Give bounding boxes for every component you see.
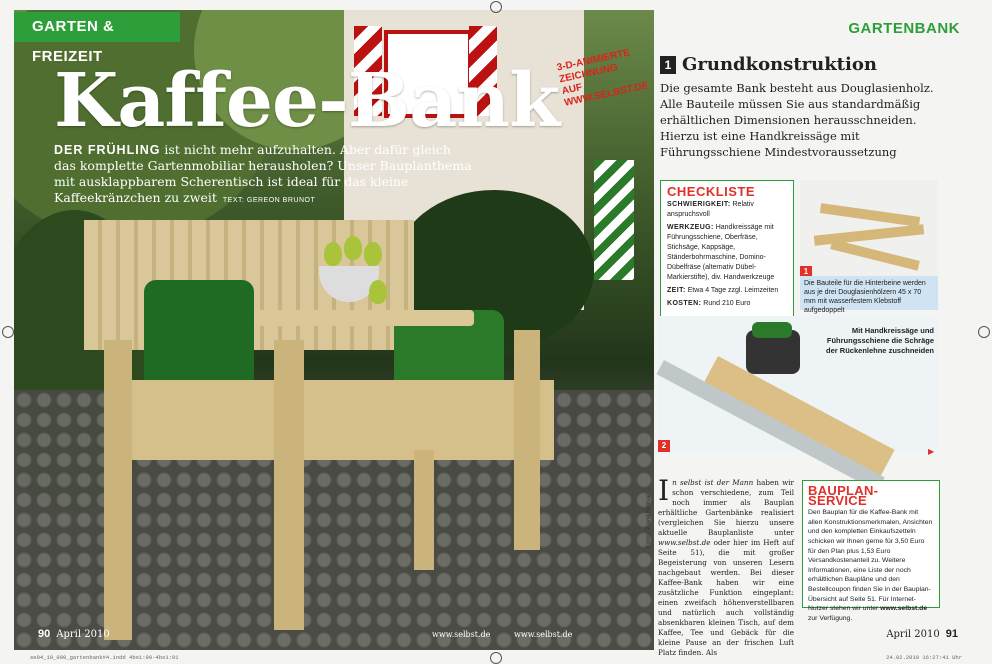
registration-mark-icon bbox=[490, 652, 502, 664]
arrow-icon: ▶ bbox=[928, 447, 935, 456]
step-number-badge: 1 bbox=[660, 56, 676, 74]
saw-handle bbox=[752, 322, 792, 338]
registration-mark-icon bbox=[490, 1, 502, 13]
article-title: Kaffee-Bank bbox=[54, 58, 560, 144]
body-text: In selbst ist der Mann haben wir schon verschiedene, zum Teil noch immer als Bauplan erhältliche Gartenbänke realisiert (vergleichen Sie hierzu unsere aktuelle Bauplanliste unter www.selbst.de oder hier im Heft auf Seite 51), die mit großer Begeisterung von unseren Lesern nachgebaut werden. Bei dieser Kaffee-Bank haben wir eine zusätzliche Funktion eingeplant: einen zweifach höhenverstellbaren und natürlich auch vollständig absenkbaren kleinen Tisch, auf dem Kaffee, Tee und Gebäck für die kleine Pause an der frischen Luft Platz finden. Als bbox=[658, 474, 794, 657]
section-tag-right: GARTENBANK bbox=[848, 20, 960, 37]
animation-promo: 3-D-ANIMIERTE ZEICHNUNG AUF WWW.SELBST.DE bbox=[555, 47, 650, 109]
registration-mark-icon bbox=[978, 326, 990, 338]
checklist-box bbox=[660, 180, 794, 320]
footer-left bbox=[38, 628, 110, 640]
author-credit: TEXT: GEREON BRUNOT bbox=[222, 197, 316, 204]
step-text: Die gesamte Bank besteht aus Douglasienholz. Alle Bauteile müssen Sie aus standardmäßig erhältlichen Dimensionen herausschneiden. Hierzu ist eine Handkreissäge mit Führungsschiene Mindestvoraussetzung bbox=[660, 81, 934, 159]
intro-text: ist nicht mehr aufzuhalten. Aber dafür gleich das komplette Gartenmobiliar herausholen? Unser Bauplanthema mit ausklappbarem Scherentisch ist ideal für das kleine Kaffeekränzchen zu zweit bbox=[54, 142, 472, 205]
page-number-right: 91 bbox=[945, 628, 958, 640]
bench-leg bbox=[514, 330, 540, 550]
striped-door bbox=[594, 160, 634, 280]
registration-mark-icon bbox=[2, 326, 14, 338]
bench-seat bbox=[124, 380, 554, 460]
section-tag-left: GARTEN & FREIZEIT bbox=[14, 12, 180, 42]
bauplan-service-box: BAUPLAN-SERVICE Den Bauplan für die Kaffee-Bank mit allen Konstruktionsmerkmalen, Ansichten und den kompletten Einkaufszetteln schicken wir Ihnen gerne für 3,50 Euro für den Plan plus 1,53 Euro Versandkostenanteil zu. Weitere Informationen, eine Liste der noch erhältlichen Baupläne und den Bestellcoupon finden Sie in der Bauplan-Übersicht auf Seite 51. Für Internet-Nutzer stehen wir unter www.selbst.de zur Verfügung. bbox=[802, 480, 940, 608]
bench-leg bbox=[414, 450, 434, 570]
footer-url-left: www.selbst.de bbox=[432, 630, 491, 639]
time-value: Etwa 4 Tage zzgl. Leimzeiten bbox=[687, 287, 779, 294]
footer-url-right: www.selbst.de bbox=[514, 630, 573, 639]
folding-table bbox=[254, 310, 474, 326]
time-label: ZEIT: bbox=[667, 287, 686, 294]
article-intro bbox=[54, 142, 474, 209]
step-title: Grundkonstruktion bbox=[682, 54, 877, 75]
body-link: www.selbst.de bbox=[658, 538, 711, 547]
bench-leg bbox=[104, 340, 132, 640]
dropcap: I bbox=[658, 474, 670, 507]
figure-2-caption: Mit Handkreissäge und Führungsschiene die Schräge der Rückenlehne zuschneiden bbox=[826, 326, 934, 355]
slug-left: se04_10_090_gartenbank#4.indd 4bs1:90-4bs1:91 bbox=[30, 654, 179, 661]
step-heading bbox=[660, 54, 877, 75]
page-number-left: 90 bbox=[38, 628, 51, 640]
footer-right bbox=[886, 628, 958, 640]
intro-lead: DER FRÜHLING bbox=[54, 143, 161, 157]
issue-right: April 2010 bbox=[886, 629, 940, 640]
tools-value: Handkreissäge mit Führungsschiene, Oberfräse, Stichsäge, Kappsäge, Ständerbohrmaschine, Domino-Dübelfräse (alternativ Dübel-Markierstifte), div. Handwerkzeuge bbox=[667, 224, 775, 281]
figure-1-caption: Die Bauteile für die Hinterbeine werden aus je drei Douglasienhölzern 45 x 70 mm mit wasserfestem Klebstoff aufgedoppelt bbox=[800, 276, 938, 310]
difficulty-value: Relativ anspruchsvoll bbox=[667, 201, 754, 218]
service-title: BAUPLAN-SERVICE bbox=[808, 483, 879, 508]
issue-left: April 2010 bbox=[56, 629, 110, 640]
checklist-title: CHECKLISTE bbox=[667, 184, 756, 199]
tools-label: WERKZEUG: bbox=[667, 224, 714, 231]
body-lead: n selbst ist der Mann bbox=[672, 478, 754, 487]
bench-leg bbox=[274, 340, 304, 630]
slug-right: 24.02.2010 16:27:41 Uhr bbox=[886, 654, 962, 661]
service-link: www.selbst.de bbox=[880, 605, 928, 613]
cost-label: KOSTEN: bbox=[667, 300, 702, 307]
photo-credit: Fotos: Pavel Smrsal bbox=[646, 494, 652, 548]
figure-2-number: 2 bbox=[658, 440, 670, 452]
difficulty-label: SCHWIERIGKEIT: bbox=[667, 201, 731, 208]
cost-value: Rund 210 Euro bbox=[703, 300, 751, 307]
figure-1-number: 1 bbox=[800, 266, 812, 278]
service-text: Den Bauplan für die Kaffee-Bank mit allen Konstruktionsmerkmalen, Ansichten und den kompletten Einkaufszetteln schicken wir Ihnen gerne für 3,50 Euro für den Plan plus 1,53 Euro Versandkostenanteil zu. Weitere Informationen, eine Liste der noch erhältlichen Baupläne und den Bestellcoupon finden Sie in der Bauplan-Übersicht auf Seite 51. bbox=[808, 509, 933, 603]
